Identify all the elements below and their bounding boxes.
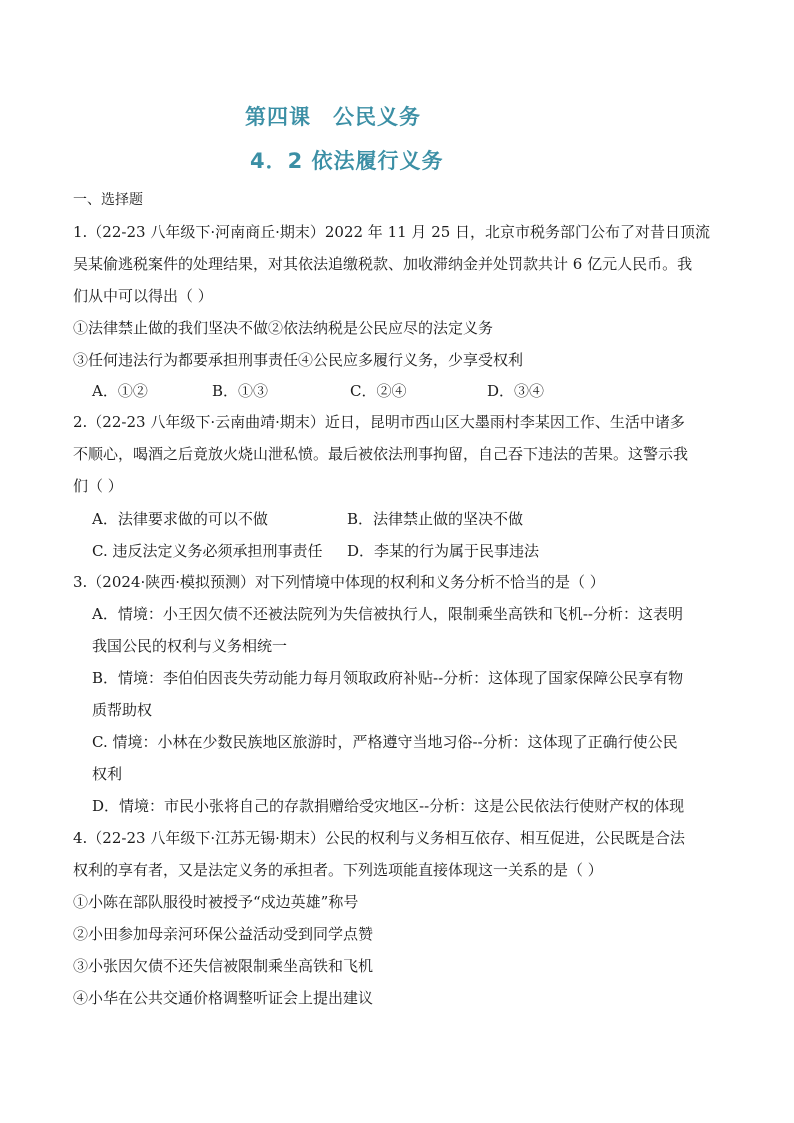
section-label: 一、选择题 — [73, 192, 143, 208]
q1-line-2: 吴某偷逃税案件的处理结果，对其依法追缴税款、加收滞纳金并处罚款共计 6 亿元人民币。我 — [73, 255, 693, 273]
q3-line-1: 3.（2024·陕西·模拟预测）对下列情境中体现的权利和义务分析不恰当的是（ ） — [73, 573, 605, 591]
q2-line-2: 不顺心，喝酒之后竟放火烧山泄私愤。最后被依法刑事拘留，自己吞下违法的苦果。这警示我 — [73, 445, 689, 463]
q4-statement-2: ②小田参加母亲河环保公益活动受到同学点赞 — [73, 925, 374, 943]
q2-option-c[interactable]: C. 违反法定义务必须承担刑事责任 — [92, 542, 323, 560]
q3-option-a-cont: 我国公民的权利与义务相统一 — [92, 637, 288, 655]
lesson-title: 第四课 公民义务 — [245, 105, 421, 129]
q1-option-a[interactable]: A．①② — [92, 382, 148, 400]
q1-statement-2: ③任何违法行为都要承担刑事责任④公民应多履行义务，少享受权利 — [73, 351, 524, 369]
q3-option-c-cont: 权利 — [92, 765, 123, 783]
q1-line-3: 们从中可以得出（ ） — [73, 287, 213, 305]
q3-option-a[interactable]: A．情境：小王因欠债不还被法院列为失信被执行人，限制乘坐高铁和飞机--分析：这表明 — [92, 605, 683, 623]
q1-statement-1: ①法律禁止做的我们坚决不做②依法纳税是公民应尽的法定义务 — [73, 319, 494, 337]
q4-statement-3: ③小张因欠债不还失信被限制乘坐高铁和飞机 — [73, 957, 374, 975]
q1-option-d[interactable]: D．③④ — [487, 382, 545, 400]
q4-statement-4: ④小华在公共交通价格调整听证会上提出建议 — [73, 989, 374, 1007]
q3-option-b[interactable]: B．情境：李伯伯因丧失劳动能力每月领取政府补贴--分析：这体现了国家保障公民享有物 — [92, 669, 684, 687]
q2-option-b[interactable]: B．法律禁止做的坚决不做 — [347, 510, 524, 528]
q4-line-1: 4.（22-23 八年级下·江苏无锡·期末）公民的权利与义务相互依存、相互促进，公民既是合法 — [73, 829, 685, 847]
q3-option-c[interactable]: C. 情境：小林在少数民族地区旅游时，严格遵守当地习俗--分析：这体现了正确行使公民 — [92, 733, 678, 751]
q2-option-a[interactable]: A．法律要求做的可以不做 — [92, 510, 268, 528]
q2-option-d[interactable]: D．李某的行为属于民事违法 — [347, 542, 540, 560]
q2-line-1: 2.（22-23 八年级下·云南曲靖·期末）近日，昆明市西山区大墨雨村李某因工作、生活中诸多 — [73, 413, 685, 431]
q3-option-b-cont: 质帮助权 — [92, 701, 153, 719]
q2-line-3: 们（ ） — [73, 477, 123, 495]
q3-option-d[interactable]: D．情境：市民小张将自己的存款捐赠给受灾地区--分析：这是公民依法行使财产权的体现 — [92, 797, 685, 815]
q4-statement-1: ①小陈在部队服役时被授予“戍边英雄”称号 — [73, 893, 359, 911]
q1-option-c[interactable]: C．②④ — [350, 382, 407, 400]
q1-option-b[interactable]: B．①③ — [212, 382, 269, 400]
q4-line-2: 权利的享有者，又是法定义务的承担者。下列选项能直接体现这一关系的是（ ） — [73, 861, 603, 879]
section-title: 4．2 依法履行义务 — [250, 149, 444, 173]
q1-line-1: 1.（22-23 八年级下·河南商丘·期末）2022 年 11 月 25 日，北京市税务部门公布了对昔日顶流 — [73, 223, 711, 241]
